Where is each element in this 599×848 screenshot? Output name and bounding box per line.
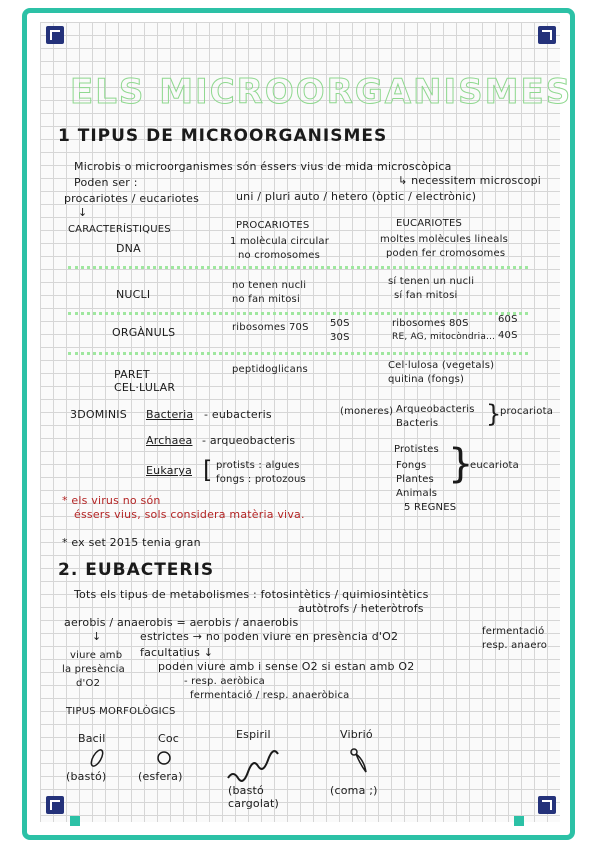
shape-note: (bastó cargolat) — [228, 784, 280, 810]
row-divider — [68, 352, 528, 355]
shape-name: Espiril — [236, 728, 271, 741]
procariota-label: procariota — [500, 406, 554, 417]
kingdom-item: Plantes — [396, 474, 434, 485]
cell: 50S — [330, 318, 350, 329]
virus-note: éssers vius, sols considera matèria viva. — [74, 508, 305, 521]
row-divider — [68, 266, 528, 269]
shape-name: Vibrió — [340, 728, 373, 741]
section-1-heading: 1 TIPUS DE MICROORGANISMES — [58, 126, 388, 146]
row-label: NUCLI — [116, 288, 151, 301]
shape-name: Coc — [158, 732, 180, 745]
moneres-label: (moneres) — [340, 406, 394, 417]
cell: 40S — [498, 330, 518, 341]
cell: quitina (fongs) — [388, 374, 465, 385]
side-note: d'O2 — [76, 678, 101, 689]
text-line: fermentació — [482, 626, 545, 637]
coc-icon — [152, 746, 176, 770]
domain-desc: fongs : protozous — [216, 474, 306, 485]
cell: peptidoglicans — [232, 364, 308, 375]
corner-square-icon — [514, 816, 524, 826]
text-line: ↳ necessitem microscopi — [398, 174, 542, 187]
domain-bacteria: Bacteria — [146, 408, 194, 421]
domain-desc: protists : algues — [216, 460, 300, 471]
page-title: ELS MICROORGANISMES — [70, 72, 573, 112]
bacil-icon — [82, 746, 112, 770]
morph-heading: TIPUS MORFOLÒGICS — [66, 706, 176, 717]
text-line: procariotes / eucariotes — [64, 192, 200, 205]
text-line: autòtrofs / heteròtrofs — [298, 602, 424, 615]
row-label: ORGÀNULS — [112, 326, 176, 339]
corner-mark-icon — [46, 796, 64, 814]
corner-mark-icon — [46, 26, 64, 44]
moneres-item: Arqueobacteris — [396, 404, 475, 415]
domain-desc: - eubacteris — [204, 408, 272, 421]
side-note: la presència — [62, 664, 125, 675]
cell: sí tenen un nucli — [388, 276, 475, 287]
cell: no cromosomes — [238, 250, 321, 261]
text-line: - resp. aeròbica — [184, 676, 265, 687]
shape-name: Bacil — [78, 732, 106, 745]
kingdom-item: Fongs — [396, 460, 427, 471]
table-header: PROCARIOTES — [236, 220, 310, 231]
domain-eukarya: Eukarya — [146, 464, 193, 477]
text-line: resp. anaero — [482, 640, 548, 651]
cell: 1 molècula circular — [230, 236, 330, 247]
side-note: ↓ — [92, 630, 102, 643]
corner-mark-icon — [538, 796, 556, 814]
domains-label: 3DOMINIS — [70, 408, 127, 421]
shape-note: (esfera) — [138, 770, 183, 783]
arrow-icon: ↓ — [78, 206, 88, 219]
cell: no tenen nucli — [232, 280, 307, 291]
cell: Cel·lulosa (vegetals) — [388, 360, 495, 371]
row-label: DNA — [116, 242, 141, 255]
brace-icon: [ — [203, 456, 213, 484]
side-note: viure amb — [70, 650, 123, 661]
text-line: Tots els tipus de metabolismes : fotosintètics / quimiosintètics — [74, 588, 429, 601]
corner-mark-icon — [538, 26, 556, 44]
text-line: poden viure amb i sense O2 si estan amb O2 — [158, 660, 415, 673]
text-line: aerobis / anaerobis = aerobis / anaerobis — [64, 616, 299, 629]
section-2-heading: 2. EUBACTERIS — [58, 560, 215, 580]
moneres-item: Bacteris — [396, 418, 439, 429]
text-line: estrictes → no poden viure en presència d'O2 — [140, 630, 399, 643]
cell: ribosomes 80S — [392, 318, 469, 329]
cell: RE, AG, mitocòndria... — [392, 332, 496, 342]
shape-note: (coma ;) — [330, 784, 378, 797]
cell: ribosomes 70S — [232, 322, 309, 333]
text-line: facultatius ↓ — [140, 646, 214, 659]
row-label: PARET CEL·LULAR — [114, 368, 176, 394]
cell: 60S — [498, 314, 518, 325]
kingdom-item: Animals — [396, 488, 438, 499]
row-divider — [68, 312, 528, 315]
cell: poden fer cromosomes — [386, 248, 506, 259]
cell: sí fan mitosi — [394, 290, 458, 301]
eucariota-label: eucariota — [470, 460, 519, 471]
domain-archaea: Archaea — [146, 434, 193, 447]
regnes-label: 5 REGNES — [404, 502, 457, 513]
text-line: fermentació / resp. anaeròbica — [190, 690, 350, 701]
shape-note: (bastó) — [66, 770, 107, 783]
espiril-icon — [224, 744, 284, 784]
table-header: EUCARIOTES — [396, 218, 463, 229]
brace-icon: } — [448, 441, 474, 487]
table-header: CARACTERÍSTIQUES — [68, 224, 171, 235]
exam-note: * ex set 2015 tenia gran — [62, 536, 201, 549]
virus-note: * els virus no són — [62, 494, 161, 507]
brace-icon: } — [486, 400, 502, 428]
corner-square-icon — [70, 816, 80, 826]
text-line: Poden ser : — [74, 176, 138, 189]
vibrio-icon — [344, 744, 384, 784]
cell: no fan mitosi — [232, 294, 300, 305]
text-line: Microbis o microorganismes són éssers vius de mida microscòpica — [74, 160, 452, 173]
cell: 30S — [330, 332, 350, 343]
kingdom-item: Protistes — [394, 444, 439, 455]
cell: moltes molècules lineals — [380, 234, 509, 245]
domain-desc: - arqueobacteris — [202, 434, 296, 447]
text-line: uni / pluri auto / hetero (òptic / electrònic) — [236, 190, 477, 203]
